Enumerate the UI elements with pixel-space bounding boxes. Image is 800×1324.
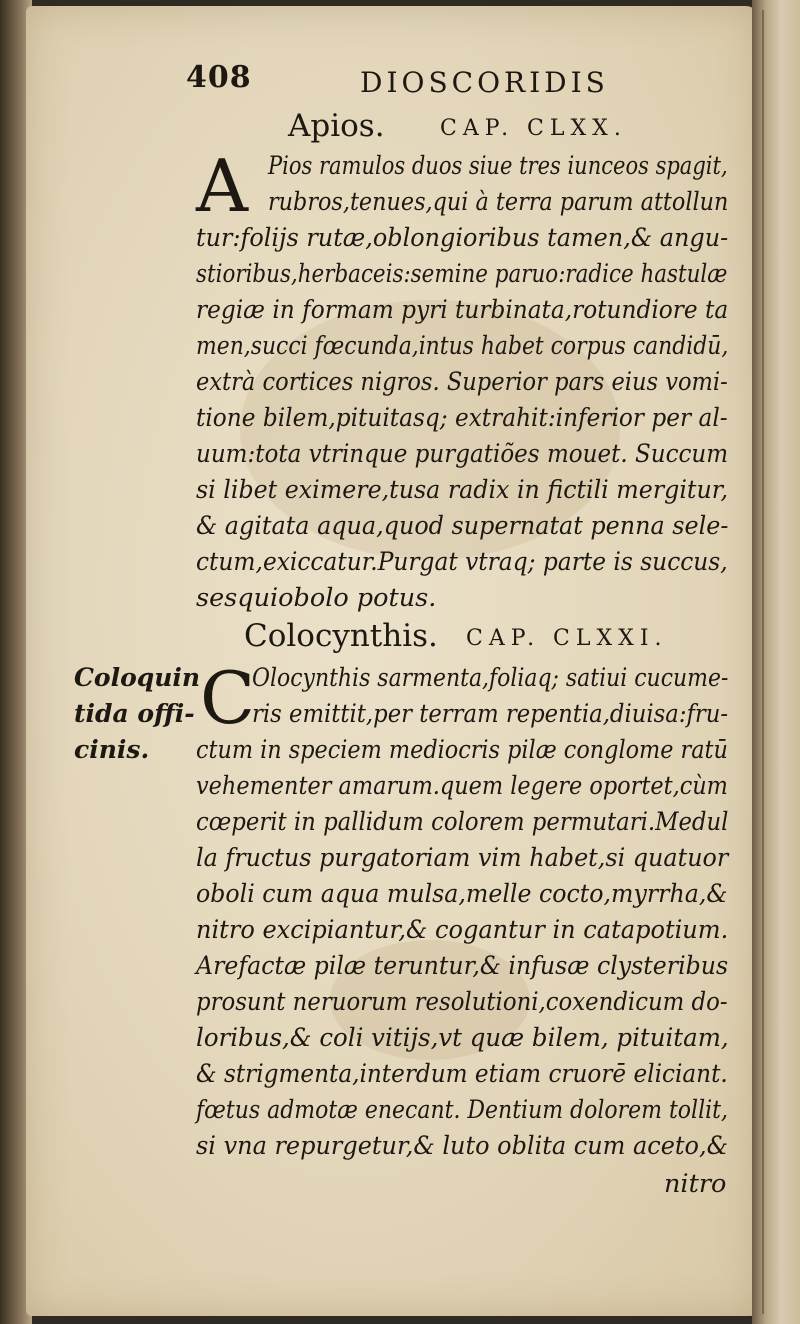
text-line: tur:folijs rutæ,oblongioribus tamen,& angu-	[196, 223, 729, 253]
text-line: ctum,exiccatur.Purgat vtraq; parte is succus,	[196, 547, 728, 577]
text-line: cœperit in pallidum colorem permutari.Medul	[196, 807, 729, 837]
text-line: si libet eximere,tusa radix in fictili mergitur,	[196, 475, 729, 505]
text-line: tione bilem,pituitasq; extrahit:inferior per al-	[196, 403, 728, 433]
drop-cap-a: A	[196, 144, 248, 228]
chapter-label-171: CAP. CLXXI.	[466, 626, 668, 651]
drop-cap-c: C	[200, 656, 256, 740]
text-line: loribus,& coli vitijs,vt quæ bilem, pituitam,	[196, 1023, 729, 1053]
text-line: Pios ramulos duos siue tres iunceos spagit,	[268, 151, 728, 181]
text-line: oboli cum aqua mulsa,melle cocto,myrrha,&	[196, 879, 728, 909]
text-line: ris emittit,per terram repentia,diuisa:fru-	[252, 699, 729, 729]
margin-note-line: tida offi-	[74, 699, 195, 728]
text-line: regiæ in formam pyri turbinata,rotundiore ta	[196, 295, 729, 325]
page-number: 408	[186, 60, 252, 95]
text-line: Olocynthis sarmenta,foliaq; satiui cucume-	[252, 663, 729, 693]
text-line: ctum in speciem mediocris pilæ conglome ratū	[196, 735, 728, 765]
text-line: prosunt neruorum resolutioni,coxendicum do-	[196, 987, 728, 1017]
margin-note-line: cinis.	[74, 735, 150, 764]
margin-note-line: Coloquin	[74, 663, 201, 692]
facing-page-edge	[752, 0, 800, 1324]
text-line: stioribus,herbaceis:semine paruo:radice hastulæ	[196, 259, 728, 289]
text-line: men,succi fœcunda,intus habet corpus candidū,	[196, 331, 729, 361]
text-line: & strigmenta,interdum etiam cruorē eliciant.	[196, 1059, 728, 1089]
chapter-label-170: CAP. CLXX.	[440, 116, 627, 141]
text-line: rubros,tenues,qui à terra parum attollun	[268, 187, 729, 217]
running-head: DIOSCORIDIS	[360, 66, 609, 99]
text-line: extrà cortices nigros. Superior pars eius vomi-	[196, 367, 728, 397]
section-title-colocynthis: Colocynthis.	[244, 618, 438, 654]
section-title-apios: Apios.	[288, 108, 385, 144]
text-line: vehementer amarum.quem legere oportet,cùm	[196, 771, 728, 801]
text-line: sesquiobolo potus.	[196, 583, 437, 613]
text-line: Arefactæ pilæ teruntur,& infusæ clysteribus	[196, 951, 729, 981]
text-line: la fructus purgatoriam vim habet,si quatuor	[196, 843, 729, 873]
text-line: & agitata aqua,quod supernatat penna sele-	[196, 511, 729, 541]
text-line: nitro excipiantur,& cogantur in catapotium.	[196, 915, 729, 945]
catchword: nitro	[664, 1169, 727, 1199]
text-line: uum:tota vtrinque purgatiões mouet. Succum	[196, 439, 729, 469]
text-line: si vna repurgetur,& luto oblita cum aceto,&	[196, 1131, 728, 1161]
text-line: fœtus admotæ enecant. Dentium dolorem tollit,	[196, 1095, 728, 1125]
